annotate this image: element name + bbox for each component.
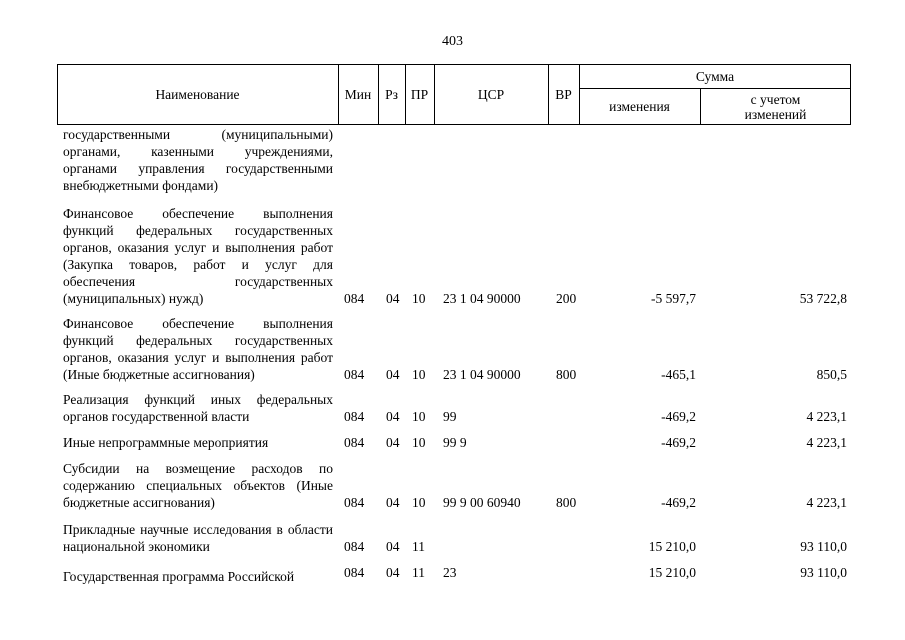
row-csr: 99 <box>443 409 457 424</box>
row-min: 084 <box>344 367 365 382</box>
row-rz: 04 <box>386 435 400 450</box>
row-name: Финансовое обеспечение выполнения функций федеральных государственных органов, оказания услуг и выполнения работ (Иные бюджетные ассигнования) <box>63 316 333 382</box>
row-total: 4 223,1 <box>806 495 847 510</box>
row-total: 4 223,1 <box>806 409 847 424</box>
row-pr: 11 <box>412 539 425 554</box>
row-name: Иные непрограммные мероприятия <box>63 435 269 450</box>
row-pr: 10 <box>412 409 426 424</box>
row-min: 084 <box>344 435 365 450</box>
row-csr: 99 9 <box>443 435 467 450</box>
row-name: Субсидии на возмещение расходов по содержанию специальных объектов (Иные бюджетные ассигнования) <box>63 461 333 510</box>
row-pr: 10 <box>412 291 426 306</box>
row-rz: 04 <box>386 367 400 382</box>
row-min: 084 <box>344 291 365 306</box>
row-change: -469,2 <box>661 495 696 510</box>
row-total: 850,5 <box>816 367 847 382</box>
row-name: Финансовое обеспечение выполнения функций федеральных государственных органов, оказания услуг и выполнения работ (Закупка товаров, работ и услуг для обеспечения государственных (муниципальных) нужд) <box>63 206 333 306</box>
row-change: -469,2 <box>661 435 696 450</box>
row-total: 93 110,0 <box>800 565 847 580</box>
row-rz: 04 <box>386 291 400 306</box>
table-header <box>57 64 851 124</box>
header-pr: ПР <box>410 87 429 102</box>
row-rz: 04 <box>386 495 400 510</box>
row-total: 93 110,0 <box>800 539 847 554</box>
row-csr: 23 1 04 90000 <box>443 367 521 382</box>
row-change: 15 210,0 <box>648 539 696 554</box>
row-csr: 99 9 00 60940 <box>443 495 521 510</box>
header-vr: ВР <box>555 87 572 102</box>
row-min: 084 <box>344 495 365 510</box>
row-rz: 04 <box>386 409 400 424</box>
row-change: -465,1 <box>661 367 696 382</box>
header-with-changes: с учетом изменений <box>744 91 807 122</box>
header-change: изменения <box>609 99 670 114</box>
row-csr: 23 1 04 90000 <box>443 291 521 306</box>
row-name: Государственная программа Российской <box>63 569 295 584</box>
header-rz: Рз <box>385 87 398 102</box>
row-change: 15 210,0 <box>648 565 696 580</box>
row-min: 084 <box>344 565 365 580</box>
row-rz: 04 <box>386 539 400 554</box>
header-min: Мин <box>344 87 372 102</box>
row-min: 084 <box>344 539 365 554</box>
row-rz: 04 <box>386 565 400 580</box>
row-vr: 200 <box>556 291 577 306</box>
row-vr: 800 <box>556 495 577 510</box>
row-pr: 10 <box>412 435 426 450</box>
row-total: 4 223,1 <box>806 435 847 450</box>
row-csr: 23 <box>443 565 457 580</box>
row-pr: 10 <box>412 495 426 510</box>
row-vr: 800 <box>556 367 577 382</box>
row-name: Реализация функций иных федеральных органов государственной власти <box>63 392 333 424</box>
header-sum: Сумма <box>695 68 735 84</box>
row-pr: 10 <box>412 367 426 382</box>
row-min: 084 <box>344 409 365 424</box>
page-number: 403 <box>442 34 463 49</box>
row-change: -5 597,7 <box>651 291 696 306</box>
header-csr: ЦСР <box>477 87 505 102</box>
row-total: 53 722,8 <box>799 291 847 306</box>
row-name: Прикладные научные исследования в области национальной экономики <box>63 522 333 554</box>
row-pr: 11 <box>412 565 425 580</box>
header-name: Наименование <box>155 87 240 102</box>
row-change: -469,2 <box>661 409 696 424</box>
row-name: государственными (муниципальными) органами, казенными учреждениями, органами управления государственными внебюджетными фондами) <box>63 127 333 193</box>
